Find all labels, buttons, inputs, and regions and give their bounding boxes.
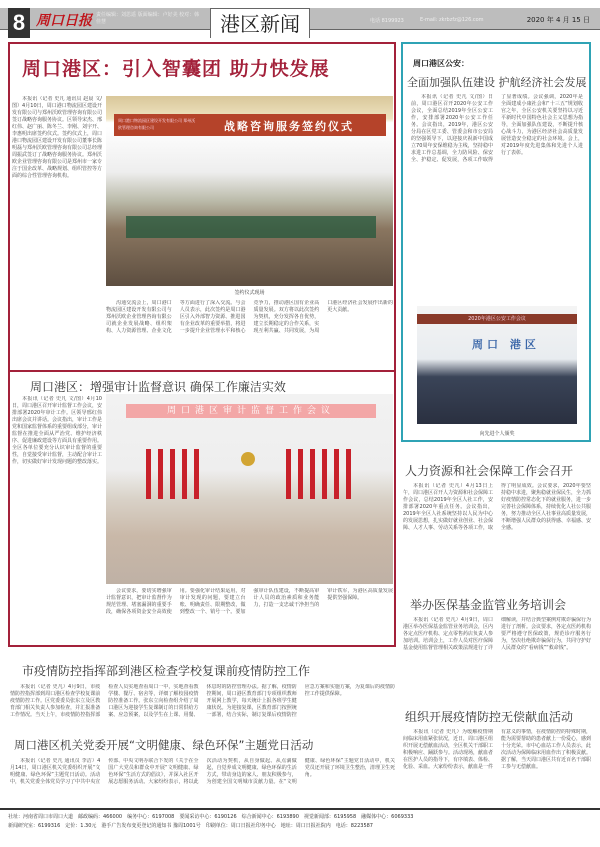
footer-line-1: 社址：河南省周口市周口大道 邮政编码：466000 编务中心：6197008 要闻采访中心：6190126 综合新闻中心：6193890 视觉新闻部：6195958 融媒体中心：6069333 xyxy=(8,814,414,820)
police-kicker: 周口港区公安： xyxy=(413,59,469,68)
insurance-headline: 举办医保基金监管业务培训会 xyxy=(410,598,567,612)
school-body: 本报讯（记者 史凡）4月9日，市疫情防控指挥部到周口港区检查学校复课前疫情防控工作。区党委委员张东立及区教育部门相关负责人参加检查，并汇报准备工作情况。当天上午，市疫情防控指挥部检查人员实地查看周口一中，实地查看教学楼、餐厅、宿舍等，详细了解校园疫情防控准备工作。张东立向检查组介绍了周口港区为迎接学生复课制订的日常供给方案、应急预案，以及学生在上课、用餐、休息时的防控管理办法。据了解，疫情防控期间，周口港区教育部门专项组织教师开展网上教学，每天统计上报各班学生健康状况。为迎接复课，区教育部门按照统一部署，结合实际，制订复课后疫情防控应急方案和实施方案，为复课后的疫情防控工作提供保障。 xyxy=(10,684,395,718)
police-body: 本报讯（记者 史凡 文/图）日前，周口港区召开2020年公安工作会议，全面总结2019年全区公安工作，安排部署2020年公安工作任务。会议指出，2019年，港区公安分局在区党工委、管委会和市公安局的坚强领导下，以迎接庆祝新中国成立70周年安保维稳为主线，坚持稳中求进工作总基调，全力防风险、保安全、护稳定、促发展，各项工作取得了显著成绩。会议强调，2020年是全面建成小康社会和“十三五”规划收官之年，全区公安机关要坚持以习近平新时代中国特色社会主义思想为指导，全面加强队伍建设，不断提升核心战斗力，为港区经济社会高质量发展营造安全稳定的社会环境。会上，对2019年度先进集体和先进个人进行了表彰。 xyxy=(411,94,583,163)
footer-line-2: 新闻研究室：6199316 定价：1.30元 港手广告发布变更登记的通知书 豫周1001号 印刷单位：周口日报社印务中心 地址：周口日报社院内 电话：8223587 xyxy=(8,823,373,829)
blood-body: 本报讯（记者 史凡）为缓解疫情期间临床用血紧张状况，近日，周口港区组织开展无偿献血活动，全区机关干部职工积极响应、踊跃参与。活动现场，献血者在医护人员的指导下，有序填表、体检、化验、采血。大家纷纷表示，献血是一件有意义的事情，在疫情防控的特殊时期，能为需要帮助的患者献上一份爱心，感到十分光荣。市中心血站工作人员表示，此次活动为保障临床用血作出了积极贡献。据了解，当天周口港区共有近百名干部职工参与无偿献血。 xyxy=(403,729,591,770)
police-article xyxy=(401,42,591,442)
school-headline: 市疫情防控指挥部到港区检查学校复课前疫情防控工作 xyxy=(22,664,311,678)
hr-headline: 人力资源和社会保障工作会召开 xyxy=(405,464,574,478)
signing-ceremony-photo xyxy=(106,96,393,286)
editors-credit: 责任编辑：刘思遥 版面编辑：卢好美 校对：韩佳慧 xyxy=(96,12,200,25)
flags-left xyxy=(146,449,206,499)
party-body: 本报讯（记者 史凡 通讯员 李洁）4月14日，周口港区机关党委组织开展“文明健康、绿色环保”主题党日活动。活动中，机关党委全体党员学习了中共中央宣传部、中央文明办联合下发的《关于在全国广大党员和群众中开展“文明健康、绿色环保”生活方式的倡议》，并深入社区开展志愿服务活动。大家纷纷表示，将以此次活动为契机，从自身做起、从点滴做起，自觉养成文明健康、绿色环保的生活方式，带动身边的家人、朋友积极参与，为创建全国文明城市贡献力量。在“文明健康、绿色环保”主题党日活动中，机关党员还开展了环境卫生整治，清理卫生死角。 xyxy=(10,758,395,785)
police-photo-caption: 向先进个人颁奖 xyxy=(479,431,515,437)
phone: 电话 8199923 xyxy=(370,18,404,24)
lead-headline: 周口港区：引入智囊团 助力快发展 xyxy=(22,58,330,80)
audit-body-left: 本报讯（记者 史凡 文/图）4月10日，周口港区召开审计监督工作会议，安排部署2020年审计工作。区领导邢红伟出席会议并讲话。会议指出，审计工作是党和国家监督体系的重要组成部分，审计监督在推进全面从严治党、维护经济秩序、促进廉政建设等方面具有重要作用。全区各单位要充分认识审计监督的重要性，自觉接受审计监督，主动配合审计工作，切实做好审计发现问题的整改落实。 xyxy=(12,396,102,465)
audit-article xyxy=(8,372,396,647)
audit-meeting-photo: 周口港区审计监督工作会议 xyxy=(106,394,393,584)
lead-body-left: 本报讯（记者 史凡 通讯员 赵晨 文/图）4月10日，周口港口物流园区建设开发有限公司与郑州沃欧管理咨询有限公司签订战略咨询服务协议。区领导宋杰、邢红伟、赵广丽、陈冬兰、李刚、刘宇开、李惠明出席签约仪式。签约仪式上，周口港口物流园区建设开发有限公司董事长陈明磊与郑州沃欧管理咨询有限公司总经理周振武签订了战略咨询服务协议。郑州沃欧企业管理咨询有限公司是郑州市一家专注于国企改革、战略规划、组织管控等方面的综合性管理咨询机构。 xyxy=(12,96,102,179)
newspaper-logo: 周口日报 xyxy=(36,13,92,29)
section-title: 港区新闻 xyxy=(210,8,310,38)
footer xyxy=(0,808,600,834)
hr-body: 本报讯（记者 史凡）4月13日上午，周口港区召开人力资源和社会保障工作会议，总结2019年全区人社工作，安排部署2020年重点任务。会议指出，2019年全区人社系统坚持以人民为中心的发展思想，扎实做好就业创业、社会保障、人才人事、劳动关系等各项工作，取得了明显成效。会议要求，2020年要坚持稳中求进，聚焦稳就业保民生，全力抓好疫情防控常态化下的就业服务，进一步完善社会保障体系，持续优化人社公共服务，努力推动全区人社事业高质量发展，不断增强人民群众的获得感、幸福感、安全感。 xyxy=(403,483,591,531)
police-awards-photo: 2020年港区公安工作会议 周口 港区 xyxy=(417,306,577,424)
email: E-mail: zkrbzfz@126.com xyxy=(420,17,484,23)
issue-date: 2020 年 4 月 15 日 xyxy=(526,16,590,24)
lead-body-bottom: 沟通交流会上，周口港口物流园区建设开发有限公司与郑州沃欧企业管理咨询有限公司就企业发展战略、组织架构、人力资源管理、企业文化等方面进行了深入交流。与会人员表示，此次签约是周口港区引入外部智力资源、推进国有企业改革的重要举措，将进一步提升企业管理水平和核心竞争力，推动港区国有企业高质量发展。双方将以此次签约为契机，充分发挥各自优势，建立长期稳定的合作关系，实现互利共赢、共同发展，为周口港区经济社会发展作出新的更大贡献。 xyxy=(106,300,393,334)
insurance-body: 本报讯（记者 史凡）4月9日，周口港区举办医保基金监管业务培训会，区内各定点医疗机构、定点零售药店负责人参加培训。培训会上，工作人员对医疗保障基金使用监督管理相关政策法规进行了详细解读，并结合典型案例对欺诈骗保行为进行了剖析。会议要求，各定点医药机构要严格遵守医保政策，规范诊疗服务行为，坚决杜绝欺诈骗保行为，共同守护好人民群众的“看病钱”“救命钱”。 xyxy=(403,617,591,651)
lead-article xyxy=(8,42,396,372)
police-headline: 全面加强队伍建设 护航经济社会发展 xyxy=(407,76,587,89)
flags-right xyxy=(286,449,356,499)
party-headline: 周口港区机关党委开展“文明健康、绿色环保”主题党日活动 xyxy=(14,738,314,752)
national-emblem-icon xyxy=(241,452,255,466)
page-number: 8 xyxy=(8,8,30,38)
audit-headline: 周口港区：增强审计监督意识 确保工作廉洁实效 xyxy=(30,380,286,394)
lead-photo-caption: 签约仪式现场 xyxy=(234,290,265,296)
audit-body-bottom: 会议要求，要切实增强审计监督意识，把审计监督作为规范管理、堵塞漏洞的重要手段，确保各项资金安全高效使用。要强化审计结果运用，对审计发现的问题，要建立台账、明确责任、限期整改，做到整改一个、销号一个。要加强审计队伍建设，不断提高审计人员的政治素质和业务能力，打造一支忠诚干净担当的审计铁军，为港区高质量发展提供坚强保障。 xyxy=(106,588,393,615)
blood-headline: 组织开展疫情防控无偿献血活动 xyxy=(405,710,574,724)
photo-tables xyxy=(126,216,376,238)
photo-banner: 周口港口物流园区建设开发有限公司 郑州沃欧管理咨询有限公司 战略咨询服务签约仪式 xyxy=(114,114,386,136)
